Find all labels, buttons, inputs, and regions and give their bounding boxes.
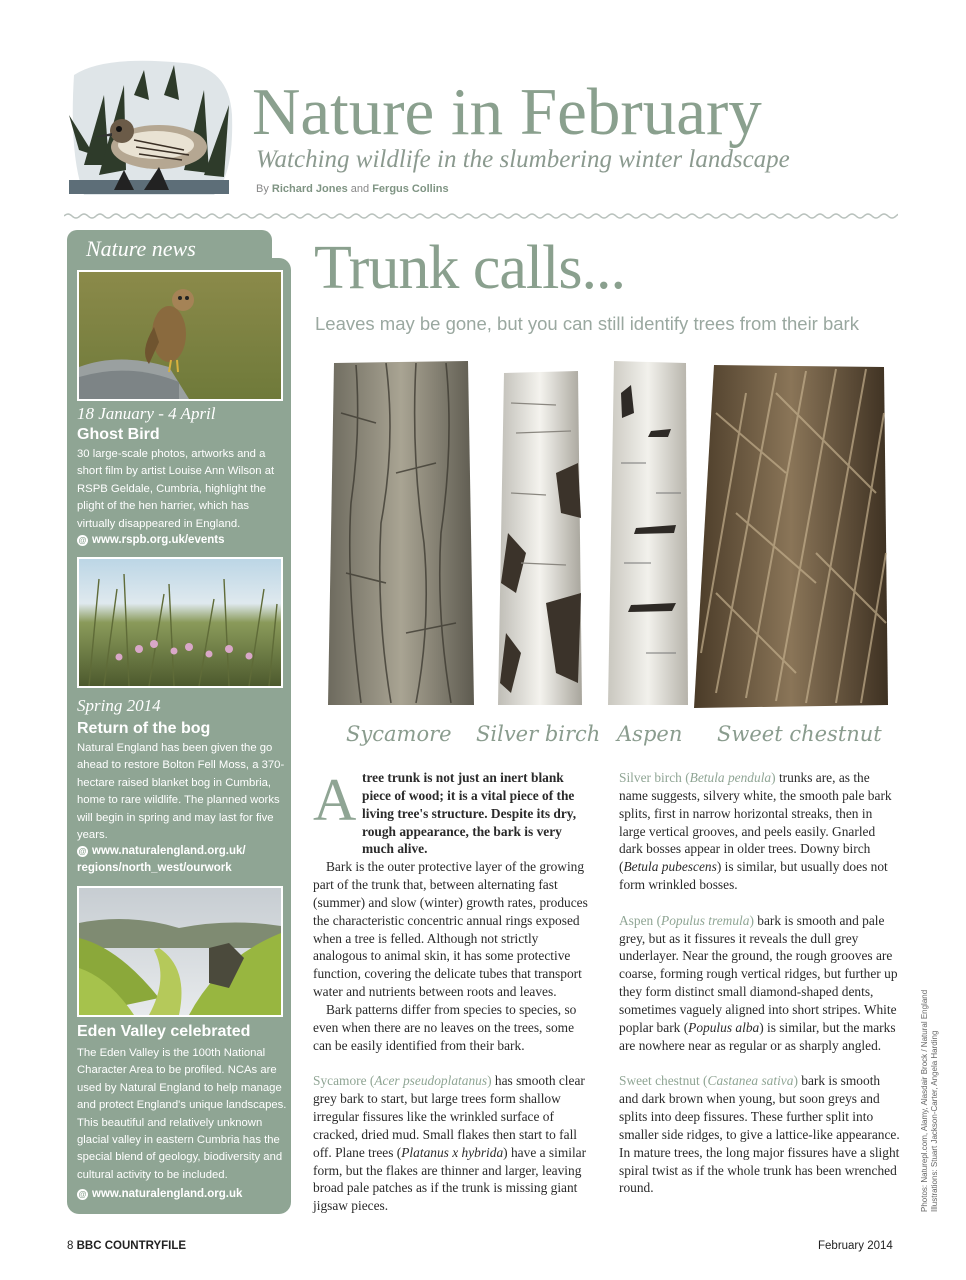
woodcock-illustration [64, 55, 236, 200]
bark-label-aspen: Aspen [617, 722, 683, 746]
species-text: has smooth clear grey bark to start, but large trees form shallow irregular fissures like the wrinkled surface of cracked, dried mud. Small flakes then start to fall off. Plane trees ( [313, 1073, 585, 1160]
species-latin: Castanea sativa [707, 1073, 794, 1089]
hen-harrier-photo [77, 270, 283, 401]
bog-flowers-photo [77, 557, 283, 688]
species-text: trunks are, as the name suggests, silvery white, the smooth pale bark splits, first in narrow horizontal streaks, then in large vertical grooves, and peels easily. Gnarled dark bosses appear in older trees. Downy birch ( [619, 770, 892, 875]
news-title: Ghost Bird [77, 426, 160, 443]
page-number: 8 [67, 1240, 74, 1252]
news-body: 30 large-scale photos, artworks and a short film by artist Louise Ann Wilson at RSPB Geldale, Cumbria, highlight the plight of the hen harrier, which has virtually disappeared in England. [77, 448, 275, 530]
news-date: Spring 2014 [77, 696, 161, 715]
magazine-name: BBC COUNTRYFILE [76, 1240, 187, 1252]
web-icon: @ [78, 1190, 87, 1199]
aspen-paragraph: Aspen (Populus tremula) bark is smooth and pale grey, but as it fissures it reveals the dull grey underlayer. Near the ground, the rough grooves are coarse, forming rough vertical ridges, but further up they form distinct small diamond-shaped dents, sometimes vaguely aligned into short stripes. White poplar bark (Populus alba) is similar, but the marks are nowhere near as regular or as sharply angled. [619, 912, 898, 1053]
species-text: ) have a similar form, but the flakes are thinner and larger, leaving broad pale patches as if the trunk is missing giant jigsaw pieces. [313, 1144, 587, 1214]
eden-valley-photo [77, 886, 283, 1017]
bark-label-silver-birch: Silver birch [476, 722, 601, 746]
species-text: bark is smooth and pale grey, but as it fissures it reveals the dull grey underlayer. Near the ground, the rough grooves are coarse, forming rough vertical ridges, but further up they form distinct small diamond-shaped dents, sometimes vaguely aligned into short stripes. White poplar bark ( [619, 912, 898, 1035]
byline-and: and [350, 183, 370, 195]
species-name: Silver birch [619, 770, 682, 785]
body-paragraph: Bark patterns differ from species to species, so even when there are no leaves on the trees, some can be easily identified from their bark. [313, 1001, 577, 1053]
species-latin: Acer pseudoplatanus [374, 1073, 488, 1089]
drop-cap: A [313, 767, 357, 833]
photo-credit-line: Photos: Naturepl.com, Alamy, Alasdair Brock / Natural England [920, 989, 929, 1212]
web-icon: @ [78, 847, 87, 856]
species-latin: Populus tremula [661, 912, 750, 928]
sycamore-paragraph: Sycamore (Acer pseudoplatanus) has smooth clear grey bark to start, but large trees form shallow irregular fissures like the wrinkled surface of cracked, dried mud. Small flakes then start to fall off. Plane trees (Platanus x hybrida) have a similar form, but the flakes are thinner and larger, leaving broad pale patches as if the trunk is missing giant jigsaw pieces. [313, 1073, 587, 1214]
species-text: ) is similar, but usually does not form wrinkled bosses. [619, 859, 888, 893]
photo-credits [920, 990, 940, 1212]
bark-label-sycamore: Sycamore [346, 722, 452, 746]
species-latin: Betula pendula [689, 770, 772, 785]
bark-illustrations [316, 353, 896, 721]
news-link[interactable] [77, 1186, 289, 1203]
sweet-chestnut-paragraph: Sweet chestnut (Castanea sativa) bark is smooth and dark brown when young, but soon greys and splits into deep fissures. These further split into smaller side ridges, to give a lattice-like appearance. In mature trees, the long major fissures have a slight spiral twist as if the whole trunk has been wrenched round. [619, 1073, 900, 1196]
author-name: Richard Jones [271, 183, 348, 195]
web-icon: @ [78, 536, 87, 545]
byline [256, 183, 449, 195]
wavy-divider [64, 207, 898, 215]
species-latin-alt: Betula pubescens [623, 859, 717, 875]
article-column-1 [313, 769, 591, 1215]
news-body: Natural England has been given the go ahead to restore Bolton Fell Moss, a 370-hectare raised blanket bog in Cumbria, home to rare wildlife. The planned works will begin in spring and may last for five years. [77, 742, 285, 842]
news-link-text: www.naturalengland.org.uk/ regions/north_west/ourwork [77, 845, 246, 874]
article-title: Trunk calls... [314, 234, 625, 302]
author-name: Fergus Collins [372, 183, 449, 195]
article-column-2 [619, 769, 901, 1197]
species-latin-alt: Platanus x hybrida [401, 1144, 504, 1160]
species-name: Sycamore [313, 1073, 367, 1089]
lead-paragraph [313, 769, 591, 858]
news-link-text: www.rspb.org.uk/events [92, 534, 225, 546]
issue-date: February 2014 [818, 1240, 893, 1252]
article-standfirst: Leaves may be gone, but you can still identify trees from their bark [315, 313, 859, 334]
news-link[interactable] [77, 532, 289, 549]
byline-prefix: By [256, 183, 269, 195]
sidebar-heading: Nature news [86, 236, 196, 261]
silver-birch-paragraph: Silver birch (Betula pendula) trunks are, as the name suggests, silvery white, the smooth pale bark splits, first in narrow horizontal streaks, then in large vertical grooves, and peels easily. Gnarled dark bosses appear in older trees. Downy birch (Betula pubescens) is similar, but usually does not form wrinkled bosses. [619, 770, 892, 893]
species-latin-alt: Populus alba [688, 1019, 760, 1035]
species-name: Aspen [619, 912, 654, 928]
body-paragraph: Bark is the outer protective layer of the growing part of the trunk that, between alternating fast (summer) and slow (winter) growth rates, produces the characteristic concentric annual rings exposed when a tree is felled. Although not strictly analogous to animal skin, it has some protective function, covering the delicate tubes that transport water and nutrients between roots and leaves. [313, 859, 588, 1000]
species-name: Sweet chestnut [619, 1073, 700, 1089]
page-title: Nature in February [252, 75, 762, 149]
news-body: The Eden Valley is the 100th National Character Area to be profiled. NCAs are used by Natural England to help manage and protect England's unique landscapes. This beautiful and relatively unknown glacial valley in eastern Cumbria has the special blend of geology, biodiversity and cultural activity to be included. [77, 1047, 287, 1181]
news-title: Return of the bog [77, 720, 211, 737]
species-text: bark is smooth and dark brown when young, but soon greys and splits into deep fissures. These further split into smaller side ridges, to give a lattice-like appearance. In mature trees, the long major fissures have a slight spiral twist as if the whole trunk has been wrenched round. [619, 1073, 900, 1196]
bark-label-sweet-chestnut: Sweet chestnut [717, 722, 882, 746]
illustration-credit-line: Illustrations: Stuart Jackson-Carter, Angela Harding [930, 1030, 939, 1212]
news-title: Eden Valley celebrated [77, 1023, 251, 1040]
footer-folio [67, 1240, 186, 1252]
news-link[interactable] [77, 843, 282, 877]
page-subtitle: Watching wildlife in the slumbering winter landscape [256, 146, 790, 173]
news-date: 18 January - 4 April [77, 404, 216, 423]
species-text: ) is similar, but the marks are nowhere near as regular or as sharply angled. [619, 1019, 896, 1053]
news-link-text: www.naturalengland.org.uk [92, 1188, 243, 1200]
lead-text: tree trunk is not just an inert blank piece of wood; it is a vital piece of the living tree's structure. Despite its dry, rough appearance, the bark is very much alive. [362, 770, 577, 857]
